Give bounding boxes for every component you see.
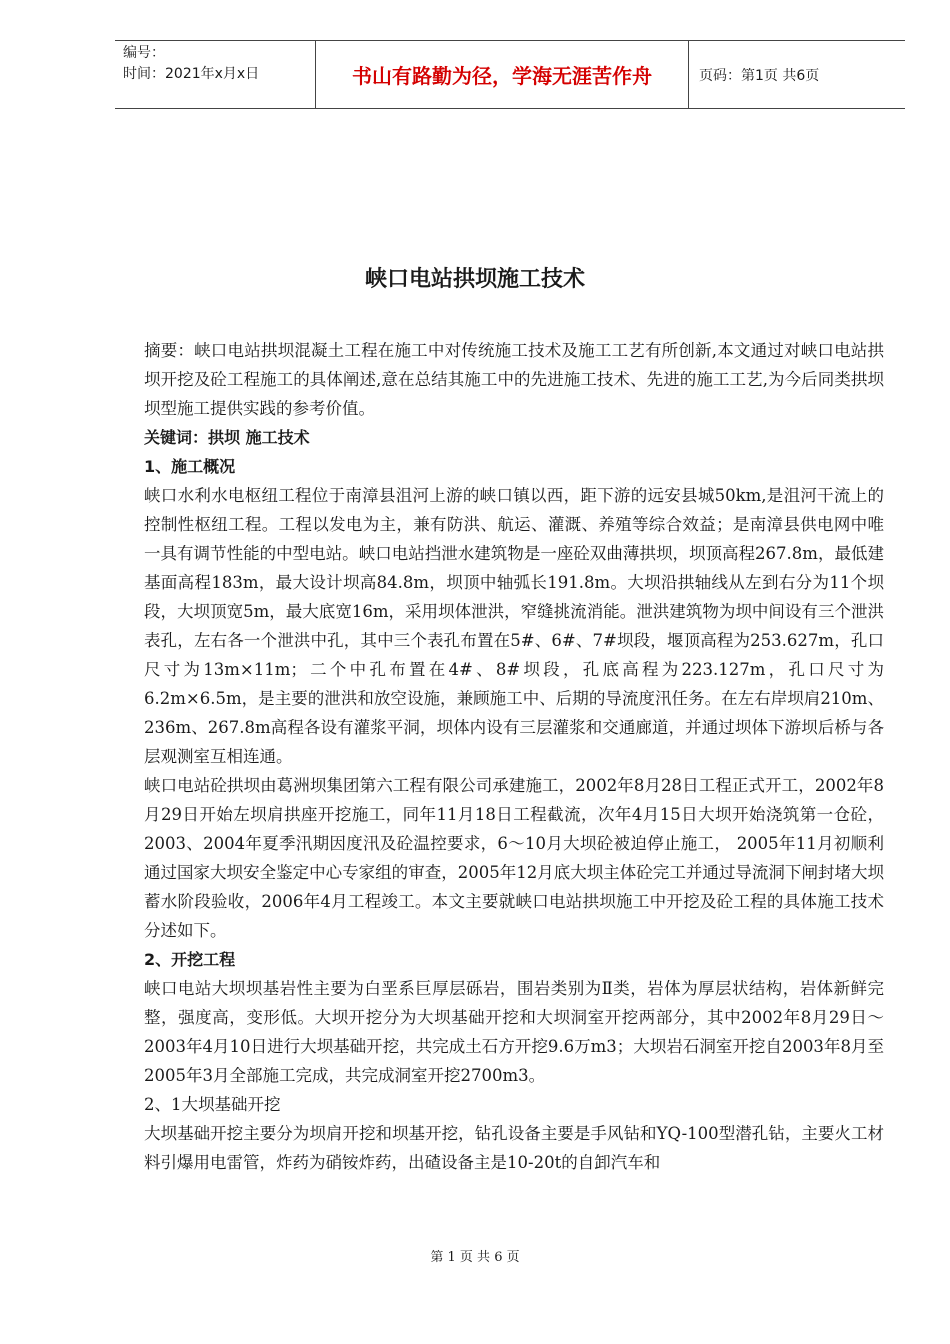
page-header [115,40,905,109]
document-time: 时间：2021年x月x日 [123,66,260,82]
document-body [144,336,884,1177]
header-page-info: 页码：第1页 共6页 [699,67,820,84]
document-number-label: 编号： [123,45,165,61]
section-1-heading: 1、施工概况 [144,457,236,476]
page-footer: 第 1 页 共 6 页 [430,1250,520,1265]
document-title: 峡口电站拱坝施工技术 [364,267,585,292]
section-2-paragraph-1: 峡口电站大坝坝基岩性主要为白垩系巨厚层砾岩，围岩类别为Ⅱ类，岩体为厚层状结构，岩体新鲜完整，强度高，变形低。大坝开挖分为大坝基础开挖和大坝洞室开挖两部分，其中2002年8月29日～2003年4月10日进行大坝基础开挖，共完成土石方开挖9.6万m3；大坝岩石洞室开挖自2003年8月至2005年3月全部施工完成，共完成洞室开挖2700m3。 [144,979,884,1085]
header-meta [115,41,316,108]
section-2-heading: 2、开挖工程 [144,950,236,969]
header-motto: 书山有路勤为径，学海无涯苦作舟 [316,41,689,108]
section-1-paragraph-1: 峡口水利水电枢纽工程位于南漳县沮河上游的峡口镇以西，距下游的远安县城50km,是沮河干流上的控制性枢纽工程。工程以发电为主，兼有防洪、航运、灌溉、养殖等综合效益；是南漳县供电网中唯一具有调节性能的中型电站。峡口电站挡泄水建筑物是一座砼双曲薄拱坝，坝顶高程267.8m，最低建基面高程183m，最大设计坝高84.8m，坝顶中轴弧长191.8m。大坝沿拱轴线从左到右分为11个坝段，大坝顶宽5m，最大底宽16m，采用坝体泄洪，窄缝挑流消能。泄洪建筑物为坝中间设有三个泄洪表孔，左右各一个泄洪中孔，其中三个表孔布置在5#、6#、7#坝段，堰顶高程为253.627m，孔口尺寸为13m×11m；二个中孔布置在4#、8#坝段，孔底高程为223.127m，孔口尺寸为6.2m×6.5m，是主要的泄洪和放空设施，兼顾施工中、后期的导流度汛任务。在左右岸坝肩210m、236m、267.8m高程各设有灌浆平洞，坝体内设有三层灌浆和交通廊道，并通过坝体下游坝后桥与各层观测室互相连通。 [144,486,884,766]
section-1-paragraph-2: 峡口电站砼拱坝由葛洲坝集团第六工程有限公司承建施工，2002年8月28日工程正式开工，2002年8月29日开始左坝肩拱座开挖施工，同年11月18日工程截流，次年4月15日大坝开始浇筑第一仓砼，2003、2004年夏季汛期因度汛及砼温控要求，6～10月大坝砼被迫停止施工， 2005年11月初顺利通过国家大坝安全鉴定中心专家组的审查，2005年12月底大坝主体砼完工并通过导流洞下闸封堵大坝蓄水阶段验收，2006年4月工程竣工。本文主要就峡口电站拱坝施工中开挖及砼工程的具体施工技术分述如下。 [144,776,884,940]
section-2-1-paragraph-1: 大坝基础开挖主要分为坝肩开挖和坝基开挖，钻孔设备主要是手风钻和YQ-100型潜孔钻，主要火工材料引爆用电雷管，炸药为硝铵炸药，出碴设备主是10-20t的自卸汽车和 [144,1124,884,1172]
section-2-1-heading: 2、1大坝基础开挖 [144,1095,281,1114]
abstract-paragraph: 摘要：峡口电站拱坝混凝土工程在施工中对传统施工技术及施工工艺有所创新,本文通过对峡口电站拱坝开挖及砼工程施工的具体阐述,意在总结其施工中的先进施工技术、先进的施工工艺,为今后同类拱坝坝型施工提供实践的参考价值。 [144,341,884,418]
keywords-line: 关键词：拱坝 施工技术 [144,428,310,447]
